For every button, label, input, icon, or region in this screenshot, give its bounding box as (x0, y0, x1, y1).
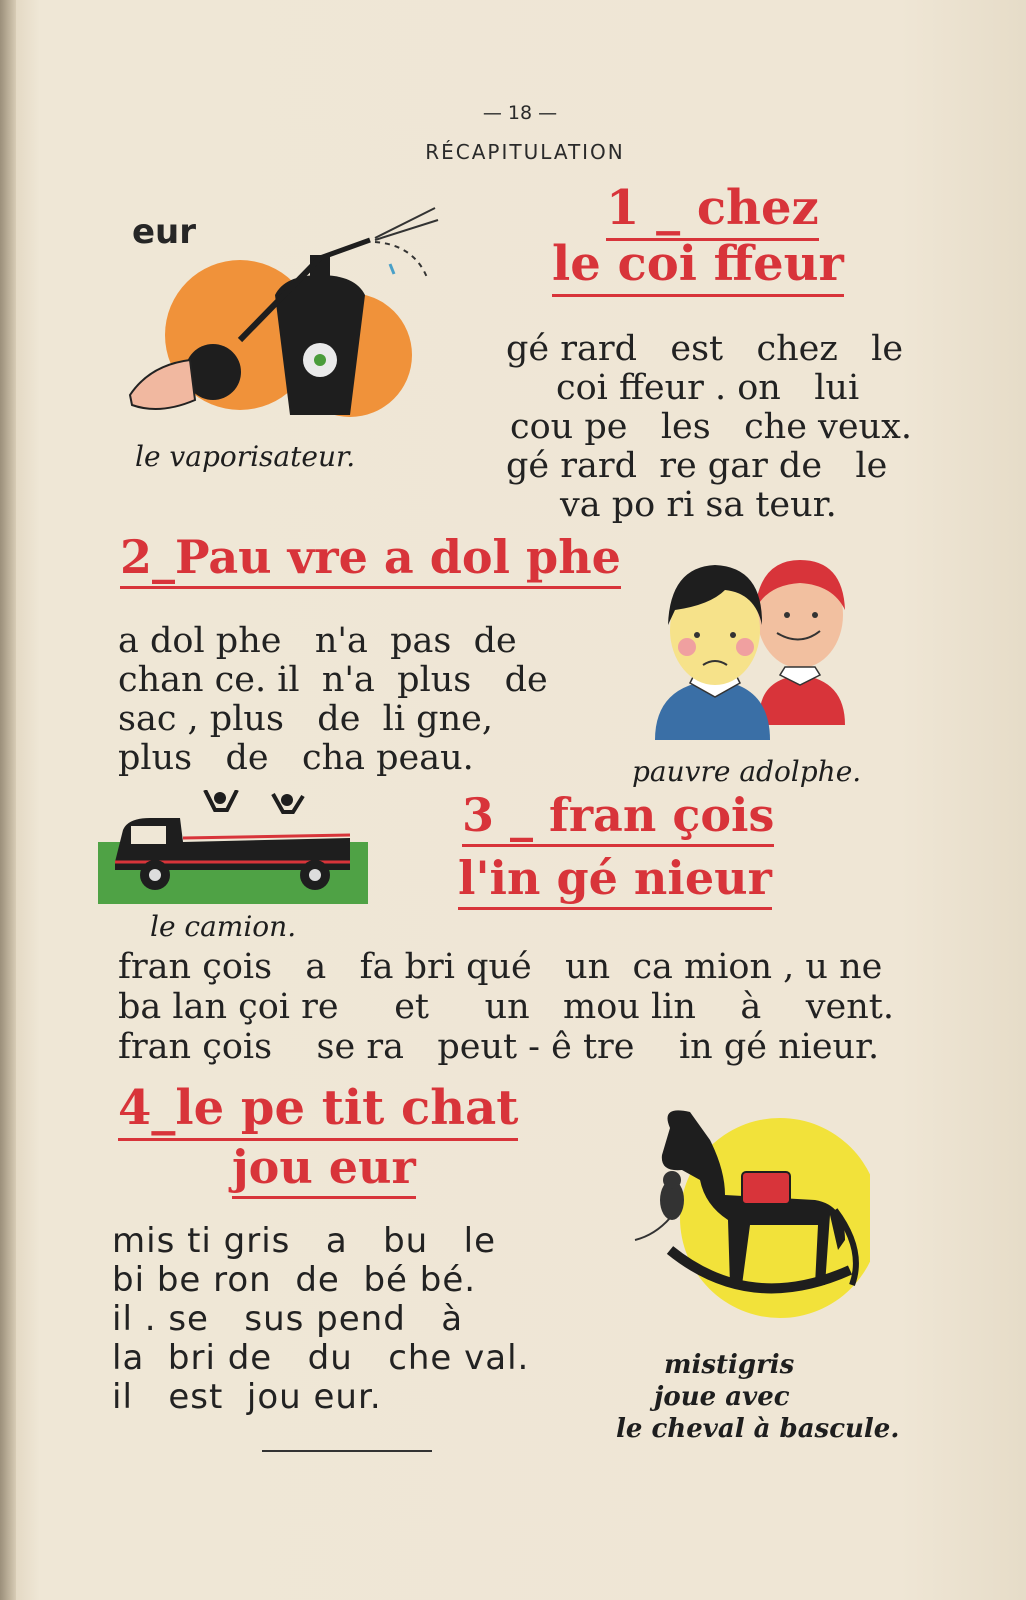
section-4-line-2: bi be ron de bé bé. (112, 1260, 477, 1300)
title-text: 1 _ chez (606, 180, 819, 241)
section-1-line-4: gé rard re gar de le (506, 446, 888, 486)
title-text: 2_Pau vre a dol phe (120, 530, 621, 589)
sound-label: eur (132, 212, 197, 252)
page-number: — 18 — (482, 102, 558, 124)
section-3-line-2: ba lan çoi re et un mou lin à vent. (118, 987, 894, 1027)
caption-mistigris-line2: joue avec (654, 1382, 790, 1412)
section-4-title-line2 (232, 1140, 416, 1199)
page-binding-edge (0, 0, 16, 1600)
section-1-line-2: coi ffeur . on lui (556, 368, 860, 408)
section-1-title-line1 (606, 180, 819, 241)
section-2-line-2: chan ce. il n'a plus de (118, 660, 548, 700)
toy-truck-icon (95, 790, 370, 912)
title-text: l'in gé nieur (458, 851, 772, 910)
section-4-line-1: mis ti gris a bu le (112, 1221, 496, 1261)
section-2-title (120, 530, 621, 589)
section-3-line-1: fran çois a fa bri qué un ca mion , u ne (118, 947, 883, 987)
section-4-title-line1 (118, 1080, 518, 1141)
title-text: jou eur (232, 1140, 416, 1199)
section-2-line-1: a dol phe n'a pas de (118, 621, 517, 661)
caption-pauvre-adolphe: pauvre adolphe. (632, 755, 862, 788)
caption-vaporisateur: le vaporisateur. (135, 440, 356, 473)
rocking-horse-icon (630, 1100, 870, 1340)
caption-le-camion: le camion. (150, 910, 297, 943)
section-1-line-5: va po ri sa teur. (560, 485, 837, 525)
running-head: RÉCAPITULATION (425, 140, 625, 164)
two-children-icon (655, 555, 870, 755)
perfume-atomizer-icon (120, 200, 450, 440)
section-4-line-3: il . se sus pend à (112, 1299, 464, 1339)
section-4-line-5: il est jou eur. (112, 1377, 382, 1417)
section-2-line-4: plus de cha peau. (118, 738, 474, 778)
section-1-line-3: cou pe les che veux. (510, 407, 912, 447)
section-2-line-3: sac , plus de li gne, (118, 699, 493, 739)
section-1-line-1: gé rard est chez le (506, 329, 904, 369)
section-3-title-line1 (462, 788, 774, 847)
title-text: 3 _ fran çois (462, 788, 774, 847)
caption-mistigris-line3: le cheval à bascule. (616, 1414, 900, 1444)
end-rule (262, 1450, 432, 1452)
caption-mistigris-line1: mistigris (664, 1350, 795, 1380)
title-text: 4_le pe tit chat (118, 1080, 518, 1141)
section-3-title-line2 (458, 851, 772, 910)
section-3-line-3: fran çois se ra peut - ê tre in gé nieur. (118, 1027, 880, 1067)
section-1-title-line2 (552, 236, 844, 297)
title-text: le coi ffeur (552, 236, 844, 297)
section-4-line-4: la bri de du che val. (112, 1338, 530, 1378)
